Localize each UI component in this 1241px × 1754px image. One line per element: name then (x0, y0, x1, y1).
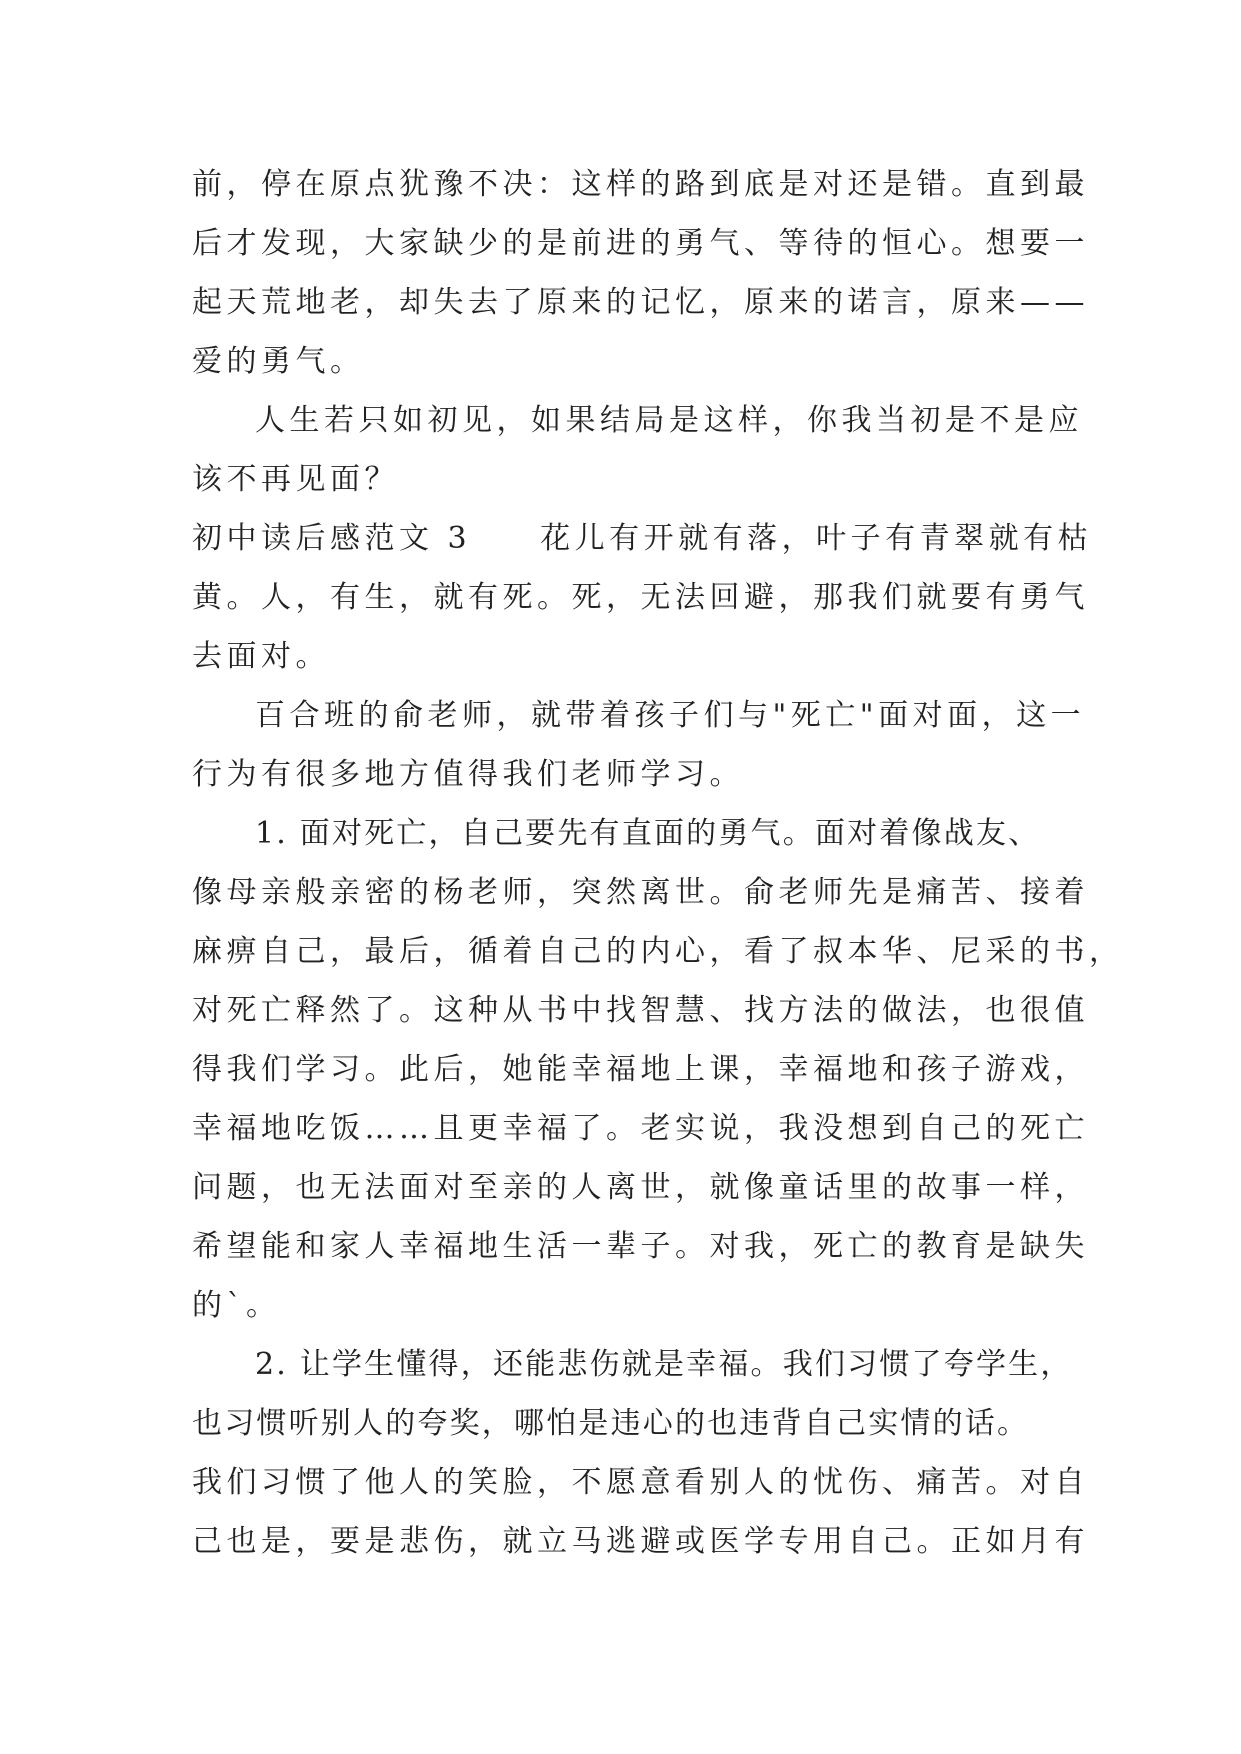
section-heading-line: 初中读后感范文 3 花儿有开就有落，叶子有青翠就有枯 (192, 521, 1093, 556)
text-line: 行为有很多地方值得我们老师学习。 (192, 757, 744, 792)
text-line: 2. 让学生懂得，还能悲伤就是幸福。我们习惯了夸学生， (255, 1347, 1073, 1382)
text-line: 也习惯听别人的夸奖，哪怕是违心的也违背自己实情的话。 (192, 1406, 1030, 1441)
text-line: 起天荒地老，却失去了原来的记忆，原来的诺言，原来—— (192, 285, 1089, 320)
text-line: 黄。人，有生，就有死。死，无法回避，那我们就要有勇气 (192, 580, 1089, 615)
text-line: 去面对。 (192, 639, 330, 674)
text-line: 1. 面对死亡，自己要先有直面的勇气。面对着像战友、 (255, 816, 1041, 851)
text-line: 我们习惯了他人的笑脸，不愿意看别人的忧伤、痛苦。对自 (192, 1465, 1089, 1500)
text-line: 前，停在原点犹豫不决：这样的路到底是对还是错。直到最 (192, 167, 1089, 202)
text-line: 后才发现，大家缺少的是前进的勇气、等待的恒心。想要一 (192, 226, 1089, 261)
text-line: 对死亡释然了。这种从书中找智慧、找方法的做法，也很值 (192, 993, 1089, 1028)
text-line: 希望能和家人幸福地生活一辈子。对我，死亡的教育是缺失 (192, 1229, 1089, 1264)
text-line: 己也是，要是悲伤，就立马逃避或医学专用自己。正如月有 (192, 1524, 1089, 1559)
text-line: 麻痹自己，最后，循着自己的内心，看了叔本华、尼采的书， (192, 934, 1124, 969)
text-line: 百合班的俞老师，就带着孩子们与"死亡"面对面，这一 (255, 698, 1086, 733)
text-line: 人生若只如初见，如果结局是这样，你我当初是不是应 (255, 403, 1083, 438)
text-line: 问题，也无法面对至亲的人离世，就像童话里的故事一样， (192, 1170, 1089, 1205)
text-line: 爱的勇气。 (192, 344, 365, 379)
text-line: 该不再见面？ (192, 462, 399, 497)
text-line: 的`。 (192, 1288, 281, 1323)
text-line: 像母亲般亲密的杨老师，突然离世。俞老师先是痛苦、接着 (192, 875, 1089, 910)
text-line: 得我们学习。此后，她能幸福地上课，幸福地和孩子游戏， (192, 1052, 1089, 1087)
text-line: 幸福地吃饭……且更幸福了。老实说，我没想到自己的死亡 (192, 1111, 1089, 1146)
